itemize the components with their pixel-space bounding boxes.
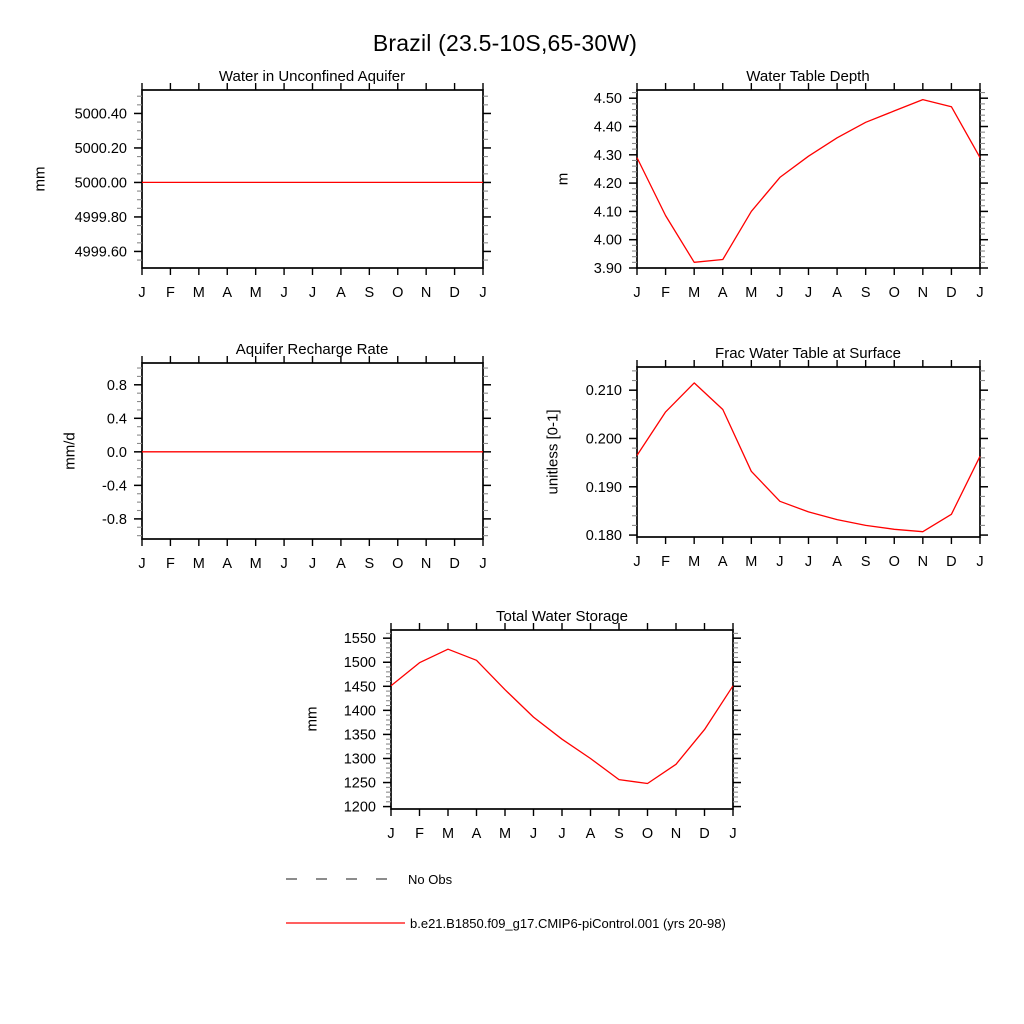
y-tick-label: 0.200 <box>585 431 622 448</box>
model-legend-line <box>286 918 408 928</box>
data-line-1 <box>637 100 980 263</box>
y-tick-label: 4.20 <box>593 176 622 193</box>
month-tick-label: F <box>415 826 424 842</box>
y-tick-label: -0.8 <box>102 511 127 528</box>
plot-frame <box>637 90 980 268</box>
y-tick-label: 0.0 <box>106 444 127 461</box>
month-tick-label: J <box>558 826 566 842</box>
month-tick-label: J <box>776 554 784 570</box>
month-tick-label: N <box>420 285 432 301</box>
month-tick-label: F <box>661 285 671 301</box>
month-tick-label: D <box>946 554 957 570</box>
plot-frame <box>142 90 483 268</box>
legend-label-no-obs: No Obs <box>408 872 453 887</box>
month-tick-label: M <box>192 285 205 301</box>
month-tick-label: J <box>308 556 317 572</box>
y-tick-label: 0.210 <box>585 383 622 400</box>
month-tick-label: J <box>308 285 317 301</box>
plot-frame <box>391 630 733 809</box>
month-tick-label: O <box>888 554 900 570</box>
data-line-4 <box>391 649 733 783</box>
month-tick-label: S <box>364 556 375 572</box>
month-tick-label: J <box>976 554 984 570</box>
y-tick-label: 4.40 <box>593 119 622 136</box>
y-tick-label: 1550 <box>343 631 376 648</box>
month-tick-label: A <box>832 285 842 301</box>
y-tick-label: 0.8 <box>106 377 127 394</box>
y-tick-label: 4.10 <box>593 204 622 221</box>
month-tick-label: M <box>745 285 758 301</box>
y-tick-label: 4.30 <box>593 147 622 164</box>
y-axis-label-m-depth: m <box>554 172 572 186</box>
month-tick-label: M <box>249 285 262 301</box>
y-tick-label: 4.00 <box>593 232 622 249</box>
month-tick-label: N <box>420 556 432 572</box>
y-axis-label-mm-storage: mm <box>303 706 321 732</box>
y-tick-label: 5000.20 <box>74 140 127 157</box>
panel-title-frac-water-table: Frac Water Table at Surface <box>715 345 901 362</box>
month-tick-label: F <box>165 285 175 301</box>
y-tick-label: 0.4 <box>106 411 127 428</box>
month-tick-label: S <box>364 285 375 301</box>
month-tick-label: J <box>976 285 984 301</box>
month-tick-label: F <box>165 556 175 572</box>
month-tick-label: O <box>641 826 654 842</box>
y-tick-label: 1200 <box>343 799 376 816</box>
month-tick-label: M <box>441 826 455 842</box>
panel-title-aquifer-recharge-rate: Aquifer Recharge Rate <box>235 341 389 358</box>
month-tick-label: A <box>717 285 728 301</box>
month-tick-label: J <box>633 554 641 570</box>
month-tick-label: O <box>392 285 404 301</box>
month-tick-label: A <box>717 554 728 570</box>
month-tick-label: D <box>449 556 460 572</box>
y-axis-label-unitless-frac: unitless [0-1] <box>544 409 562 495</box>
month-tick-label: S <box>614 826 624 842</box>
month-tick-label: J <box>804 554 813 570</box>
month-tick-label: J <box>280 285 288 301</box>
panel-title-water-unconfined-aquifer: Water in Unconfined Aquifer <box>218 68 406 85</box>
month-tick-label: J <box>138 285 146 301</box>
month-tick-label: J <box>280 556 288 572</box>
y-tick-label: 1300 <box>343 751 376 768</box>
legend-label-model: b.e21.B1850.f09_g17.CMIP6-piControl.001 (yrs 20-98) <box>410 916 726 931</box>
y-tick-label: 1500 <box>343 655 376 672</box>
y-tick-label: 0.190 <box>585 479 622 496</box>
month-tick-label: F <box>661 554 671 570</box>
month-tick-label: M <box>688 285 701 301</box>
month-tick-label: A <box>222 285 233 301</box>
y-axis-label-mm-aquifer: mm <box>31 166 49 192</box>
no-obs-legend-line <box>286 874 406 884</box>
month-tick-label: N <box>917 285 929 301</box>
y-tick-label: 1350 <box>343 727 376 744</box>
y-tick-label: 1400 <box>343 703 376 720</box>
month-tick-label: D <box>449 285 460 301</box>
y-tick-label: 4999.60 <box>74 244 127 261</box>
y-tick-label: 3.90 <box>593 261 622 277</box>
month-tick-label: A <box>222 556 233 572</box>
month-tick-label: J <box>633 285 641 301</box>
page-title: Brazil (23.5-10S,65-30W) <box>372 30 638 56</box>
month-tick-label: M <box>688 554 701 570</box>
y-tick-label: 1250 <box>343 775 376 792</box>
y-tick-label: 4.50 <box>593 91 622 108</box>
y-axis-label-mmd-recharge: mm/d <box>61 432 79 470</box>
month-tick-label: D <box>946 285 957 301</box>
y-tick-label: 4999.80 <box>74 209 127 226</box>
month-tick-label: A <box>832 554 842 570</box>
panel-title-total-water-storage: Total Water Storage <box>495 608 629 625</box>
month-tick-label: N <box>670 826 682 842</box>
month-tick-label: J <box>387 826 395 842</box>
month-tick-label: D <box>699 826 710 842</box>
y-tick-label: 5000.00 <box>74 175 127 192</box>
month-tick-label: M <box>498 826 512 842</box>
month-tick-label: J <box>804 285 813 301</box>
month-tick-label: A <box>336 556 346 572</box>
month-tick-label: M <box>192 556 205 572</box>
y-tick-label: -0.4 <box>102 478 127 495</box>
month-tick-label: M <box>249 556 262 572</box>
month-tick-label: A <box>585 826 596 842</box>
month-tick-label: O <box>888 285 900 301</box>
y-tick-label: 0.180 <box>585 528 622 545</box>
panel-title-water-table-depth: Water Table Depth <box>746 68 870 85</box>
y-tick-label: 1450 <box>343 679 376 696</box>
month-tick-label: J <box>776 285 784 301</box>
month-tick-label: J <box>529 826 538 842</box>
month-tick-label: J <box>729 826 737 842</box>
month-tick-label: S <box>860 554 871 570</box>
month-tick-label: S <box>860 285 871 301</box>
month-tick-label: J <box>479 285 487 301</box>
data-line-3 <box>637 383 980 532</box>
y-tick-label: 5000.40 <box>74 106 127 123</box>
month-tick-label: J <box>479 556 487 572</box>
month-tick-label: A <box>336 285 346 301</box>
month-tick-label: M <box>745 554 758 570</box>
month-tick-label: O <box>392 556 404 572</box>
month-tick-label: J <box>138 556 146 572</box>
month-tick-label: N <box>917 554 929 570</box>
plot-frame <box>142 363 483 539</box>
month-tick-label: A <box>471 826 482 842</box>
